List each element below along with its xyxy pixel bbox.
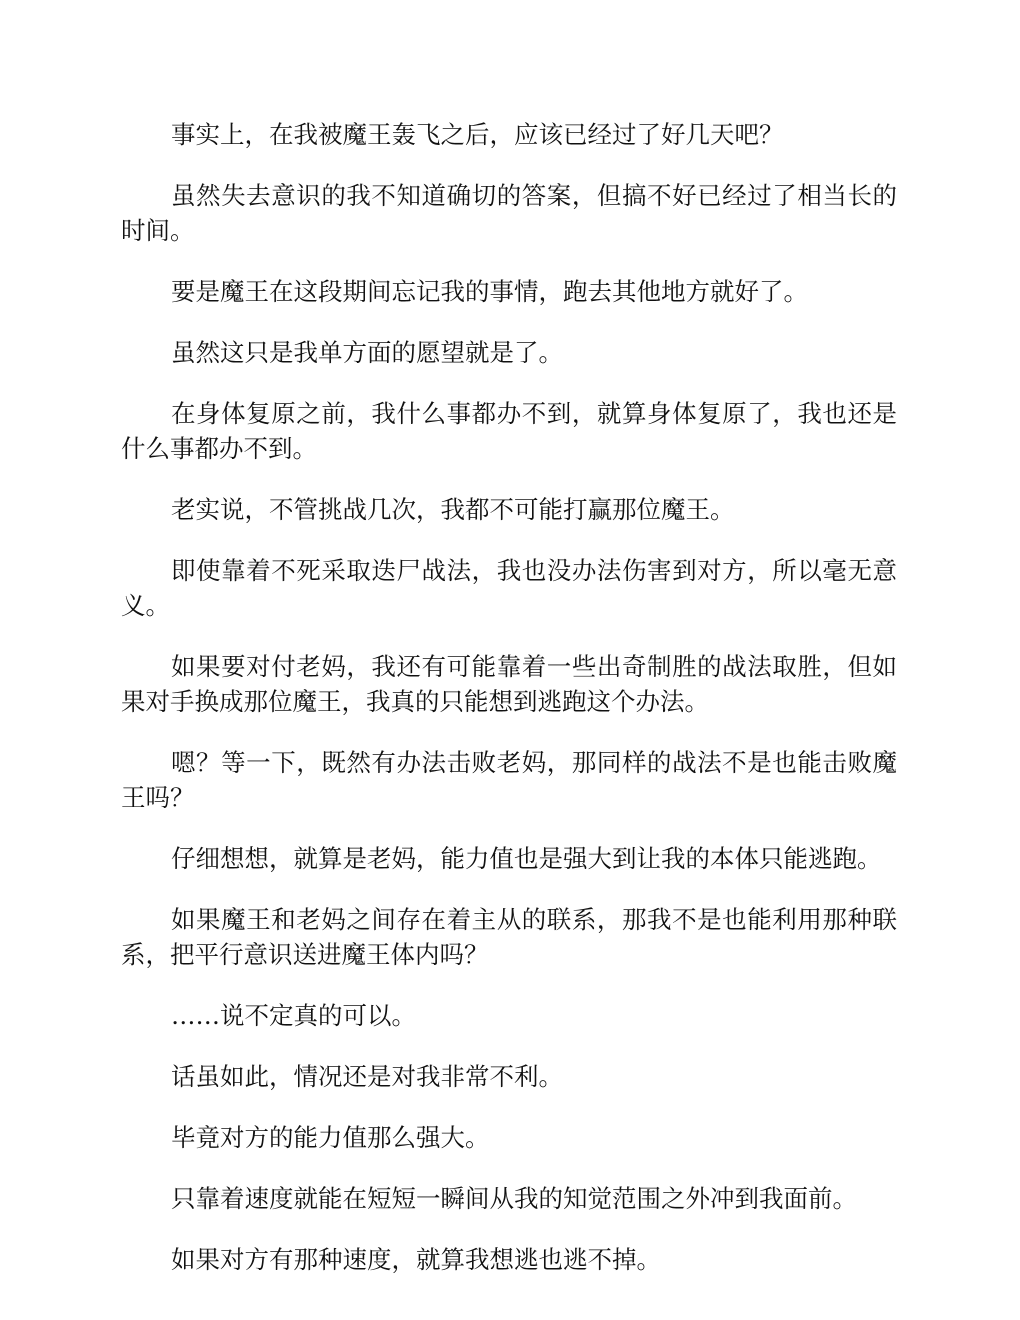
paragraph: ……说不定真的可以。 [171, 1001, 416, 1030]
paragraph: 如果要对付老妈，我还有可能靠着一些出奇制胜的战法取胜，但如果对手换成那位魔王，我真的只能想到逃跑这个办法。 [121, 652, 897, 716]
paragraph: 如果魔王和老妈之间存在着主从的联系，那我不是也能利用那种联系，把平行意识送进魔王体内吗？ [121, 905, 897, 969]
paragraph: 事实上，在我被魔王轰飞之后，应该已经过了好几天吧？ [171, 120, 784, 149]
paragraph: 老实说，不管挑战几次，我都不可能打赢那位魔王。 [171, 495, 735, 524]
paragraph: 话虽如此，情况还是对我非常不利。 [171, 1062, 563, 1091]
document-page [121, 117, 897, 1303]
paragraph: 嗯？等一下，既然有办法击败老妈，那同样的战法不是也能击败魔王吗？ [121, 748, 897, 812]
paragraph: 要是魔王在这段期间忘记我的事情，跑去其他地方就好了。 [171, 277, 808, 306]
paragraph: 如果对方有那种速度，就算我想逃也逃不掉。 [171, 1245, 661, 1274]
paragraph: 虽然失去意识的我不知道确切的答案，但搞不好已经过了相当长的时间。 [121, 181, 897, 245]
paragraph: 仔细想想，就算是老妈，能力值也是强大到让我的本体只能逃跑。 [171, 844, 882, 873]
paragraph: 即使靠着不死采取迭尸战法，我也没办法伤害到对方，所以毫无意义。 [121, 556, 897, 620]
paragraph: 在身体复原之前，我什么事都办不到，就算身体复原了，我也还是什么事都办不到。 [121, 399, 897, 463]
paragraph: 毕竟对方的能力值那么强大。 [171, 1123, 490, 1152]
paragraph: 虽然这只是我单方面的愿望就是了。 [171, 338, 563, 367]
paragraph: 只靠着速度就能在短短一瞬间从我的知觉范围之外冲到我面前。 [171, 1184, 857, 1213]
